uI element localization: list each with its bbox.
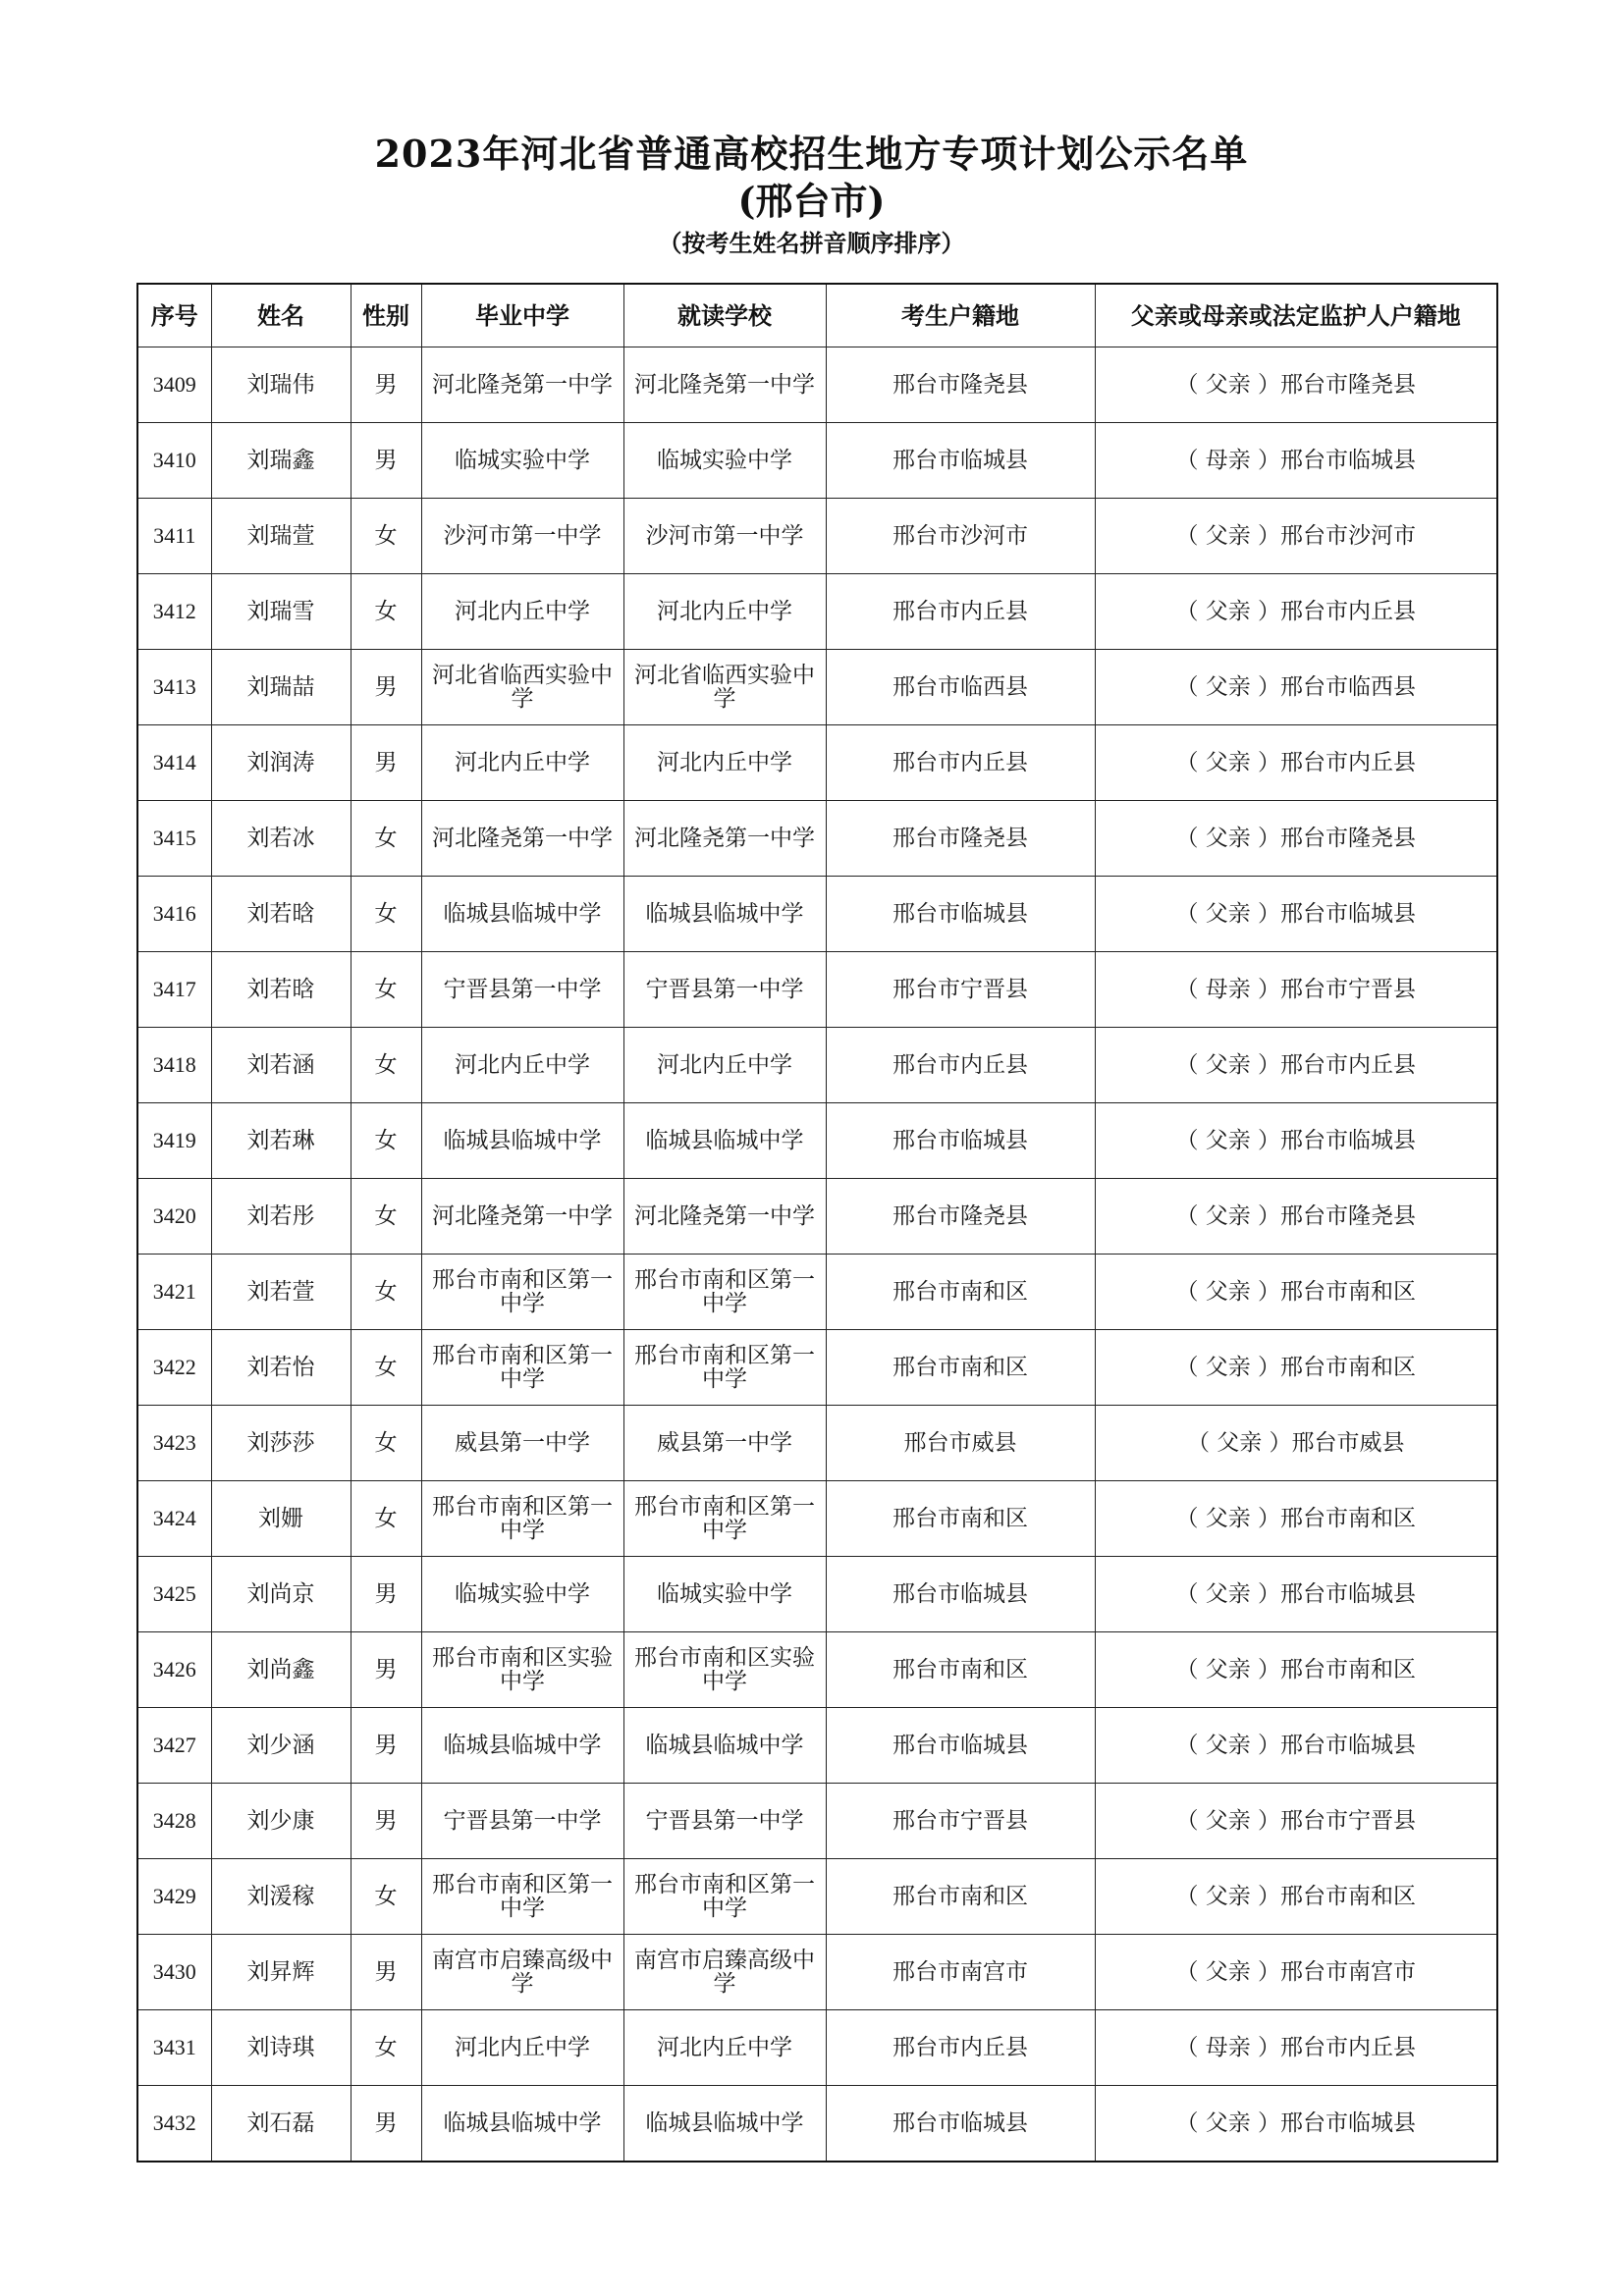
serial-cell: 3432 (137, 2086, 211, 2163)
current-school-cell: 邢台市南和区第一中学 (623, 1255, 826, 1330)
student-household-cell: 邢台市临城县 (826, 423, 1095, 499)
serial-cell: 3430 (137, 1935, 211, 2010)
gender-cell: 男 (351, 650, 421, 725)
name-cell: 刘若冰 (211, 801, 351, 877)
header-gender: 性别 (351, 284, 421, 347)
name-cell: 刘昇辉 (211, 1935, 351, 2010)
table-row (137, 801, 1497, 877)
guardian-household-cell: （ 父亲 ）邢台市威县 (1095, 1406, 1497, 1481)
serial-cell: 3409 (137, 347, 211, 423)
table-row (137, 952, 1497, 1028)
name-cell: 刘若晗 (211, 952, 351, 1028)
guardian-household-cell: （ 父亲 ）邢台市内丘县 (1095, 1028, 1497, 1103)
serial-cell: 3426 (137, 1632, 211, 1708)
current-school-cell: 河北内丘中学 (623, 1028, 826, 1103)
current-school-cell: 宁晋县第一中学 (623, 1784, 826, 1859)
gender-cell: 男 (351, 347, 421, 423)
guardian-household-cell: （ 母亲 ）邢台市临城县 (1095, 423, 1497, 499)
guardian-household-cell: （ 母亲 ）邢台市内丘县 (1095, 2010, 1497, 2086)
gender-cell: 男 (351, 1708, 421, 1784)
gender-cell: 女 (351, 2010, 421, 2086)
table-row (137, 1708, 1497, 1784)
graduation-school-cell: 宁晋县第一中学 (421, 952, 623, 1028)
gender-cell: 男 (351, 1935, 421, 2010)
guardian-household-cell: （ 父亲 ）邢台市宁晋县 (1095, 1784, 1497, 1859)
name-cell: 刘瑞喆 (211, 650, 351, 725)
student-household-cell: 邢台市临城县 (826, 1103, 1095, 1179)
table-row (137, 1557, 1497, 1632)
gender-cell: 女 (351, 1028, 421, 1103)
serial-cell: 3412 (137, 574, 211, 650)
gender-cell: 女 (351, 1255, 421, 1330)
table-row (137, 1784, 1497, 1859)
name-cell: 刘少涵 (211, 1708, 351, 1784)
name-cell: 刘瑞萱 (211, 499, 351, 574)
name-cell: 刘莎莎 (211, 1406, 351, 1481)
name-cell: 刘润涛 (211, 725, 351, 801)
graduation-school-cell: 威县第一中学 (421, 1406, 623, 1481)
gender-cell: 女 (351, 1859, 421, 1935)
table-row (137, 574, 1497, 650)
guardian-household-cell: （ 父亲 ）邢台市内丘县 (1095, 574, 1497, 650)
name-cell: 刘若晗 (211, 877, 351, 952)
serial-cell: 3423 (137, 1406, 211, 1481)
table-row (137, 347, 1497, 423)
current-school-cell: 邢台市南和区实验中学 (623, 1632, 826, 1708)
gender-cell: 女 (351, 1406, 421, 1481)
graduation-school-cell: 临城县临城中学 (421, 2086, 623, 2163)
guardian-household-cell: （ 父亲 ）邢台市临城县 (1095, 877, 1497, 952)
graduation-school-cell: 邢台市南和区第一中学 (421, 1859, 623, 1935)
student-household-cell: 邢台市临西县 (826, 650, 1095, 725)
table-body (137, 347, 1497, 2163)
current-school-cell: 邢台市南和区第一中学 (623, 1330, 826, 1406)
current-school-cell: 临城县临城中学 (623, 1103, 826, 1179)
serial-cell: 3417 (137, 952, 211, 1028)
student-household-cell: 邢台市沙河市 (826, 499, 1095, 574)
graduation-school-cell: 河北内丘中学 (421, 574, 623, 650)
name-cell: 刘若涵 (211, 1028, 351, 1103)
name-cell: 刘湲稼 (211, 1859, 351, 1935)
name-cell: 刘瑞伟 (211, 347, 351, 423)
serial-cell: 3419 (137, 1103, 211, 1179)
student-household-cell: 邢台市南和区 (826, 1859, 1095, 1935)
document-title: 2023年河北省普通高校招生地方专项计划公示名单 (374, 132, 1249, 176)
serial-cell: 3431 (137, 2010, 211, 2086)
table-row (137, 1330, 1497, 1406)
student-household-cell: 邢台市隆尧县 (826, 1179, 1095, 1255)
graduation-school-cell: 邢台市南和区第一中学 (421, 1255, 623, 1330)
guardian-household-cell: （ 父亲 ）邢台市南宫市 (1095, 1935, 1497, 2010)
graduation-school-cell: 临城实验中学 (421, 1557, 623, 1632)
table-row (137, 1935, 1497, 2010)
guardian-household-cell: （ 父亲 ）邢台市隆尧县 (1095, 801, 1497, 877)
table-row (137, 1632, 1497, 1708)
serial-cell: 3411 (137, 499, 211, 574)
guardian-household-cell: （ 父亲 ）邢台市南和区 (1095, 1859, 1497, 1935)
graduation-school-cell: 临城实验中学 (421, 423, 623, 499)
serial-cell: 3413 (137, 650, 211, 725)
graduation-school-cell: 临城县临城中学 (421, 1708, 623, 1784)
guardian-household-cell: （ 母亲 ）邢台市宁晋县 (1095, 952, 1497, 1028)
table-row (137, 650, 1497, 725)
student-household-cell: 邢台市临城县 (826, 1708, 1095, 1784)
graduation-school-cell: 临城县临城中学 (421, 1103, 623, 1179)
table-row (137, 1103, 1497, 1179)
table-row (137, 2086, 1497, 2163)
gender-cell: 男 (351, 725, 421, 801)
guardian-household-cell: （ 父亲 ）邢台市隆尧县 (1095, 347, 1497, 423)
name-cell: 刘若萱 (211, 1255, 351, 1330)
name-cell: 刘尚鑫 (211, 1632, 351, 1708)
table-row (137, 1406, 1497, 1481)
guardian-household-cell: （ 父亲 ）邢台市临城县 (1095, 2086, 1497, 2163)
table-row (137, 1481, 1497, 1557)
current-school-cell: 宁晋县第一中学 (623, 952, 826, 1028)
header-guardian-household: 父亲或母亲或法定监护人户籍地 (1095, 284, 1497, 347)
table-row (137, 423, 1497, 499)
current-school-cell: 河北内丘中学 (623, 2010, 826, 2086)
graduation-school-cell: 河北内丘中学 (421, 1028, 623, 1103)
serial-cell: 3429 (137, 1859, 211, 1935)
guardian-household-cell: （ 父亲 ）邢台市临城县 (1095, 1557, 1497, 1632)
table-header-row (137, 284, 1497, 347)
current-school-cell: 威县第一中学 (623, 1406, 826, 1481)
graduation-school-cell: 沙河市第一中学 (421, 499, 623, 574)
name-cell: 刘姗 (211, 1481, 351, 1557)
header-serial: 序号 (137, 284, 211, 347)
graduation-school-cell: 河北内丘中学 (421, 725, 623, 801)
current-school-cell: 临城县临城中学 (623, 1708, 826, 1784)
serial-cell: 3421 (137, 1255, 211, 1330)
graduation-school-cell: 临城县临城中学 (421, 877, 623, 952)
serial-cell: 3428 (137, 1784, 211, 1859)
graduation-school-cell: 邢台市南和区第一中学 (421, 1330, 623, 1406)
student-household-cell: 邢台市隆尧县 (826, 801, 1095, 877)
gender-cell: 女 (351, 1179, 421, 1255)
graduation-school-cell: 河北隆尧第一中学 (421, 1179, 623, 1255)
gender-cell: 男 (351, 1632, 421, 1708)
student-household-cell: 邢台市南和区 (826, 1481, 1095, 1557)
serial-cell: 3425 (137, 1557, 211, 1632)
name-cell: 刘若怡 (211, 1330, 351, 1406)
name-cell: 刘诗琪 (211, 2010, 351, 2086)
serial-cell: 3416 (137, 877, 211, 952)
student-household-cell: 邢台市南和区 (826, 1330, 1095, 1406)
student-household-cell: 邢台市内丘县 (826, 574, 1095, 650)
guardian-household-cell: （ 父亲 ）邢台市南和区 (1095, 1255, 1497, 1330)
table-row (137, 877, 1497, 952)
current-school-cell: 临城县临城中学 (623, 2086, 826, 2163)
current-school-cell: 邢台市南和区第一中学 (623, 1481, 826, 1557)
serial-cell: 3422 (137, 1330, 211, 1406)
table-row (137, 499, 1497, 574)
table-row (137, 725, 1497, 801)
current-school-cell: 河北内丘中学 (623, 574, 826, 650)
guardian-household-cell: （ 父亲 ）邢台市内丘县 (1095, 725, 1497, 801)
header-name: 姓名 (211, 284, 351, 347)
serial-cell: 3420 (137, 1179, 211, 1255)
gender-cell: 女 (351, 801, 421, 877)
current-school-cell: 沙河市第一中学 (623, 499, 826, 574)
serial-cell: 3424 (137, 1481, 211, 1557)
header-student-household: 考生户籍地 (826, 284, 1095, 347)
table-row (137, 1028, 1497, 1103)
student-household-cell: 邢台市临城县 (826, 1557, 1095, 1632)
student-household-cell: 邢台市威县 (826, 1406, 1095, 1481)
gender-cell: 男 (351, 1784, 421, 1859)
graduation-school-cell: 河北内丘中学 (421, 2010, 623, 2086)
guardian-household-cell: （ 父亲 ）邢台市临西县 (1095, 650, 1497, 725)
name-cell: 刘少康 (211, 1784, 351, 1859)
gender-cell: 女 (351, 574, 421, 650)
gender-cell: 女 (351, 1481, 421, 1557)
current-school-cell: 河北省临西实验中学 (623, 650, 826, 725)
gender-cell: 男 (351, 2086, 421, 2163)
name-cell: 刘尚京 (211, 1557, 351, 1632)
gender-cell: 女 (351, 877, 421, 952)
student-household-cell: 邢台市内丘县 (826, 725, 1095, 801)
student-household-cell: 邢台市南和区 (826, 1632, 1095, 1708)
student-household-cell: 邢台市南宫市 (826, 1935, 1095, 2010)
serial-cell: 3410 (137, 423, 211, 499)
student-household-cell: 邢台市内丘县 (826, 1028, 1095, 1103)
guardian-household-cell: （ 父亲 ）邢台市南和区 (1095, 1330, 1497, 1406)
gender-cell: 女 (351, 952, 421, 1028)
current-school-cell: 南宫市启臻高级中学 (623, 1935, 826, 2010)
roster-table (136, 283, 1498, 2163)
student-household-cell: 邢台市南和区 (826, 1255, 1095, 1330)
name-cell: 刘若琳 (211, 1103, 351, 1179)
guardian-household-cell: （ 父亲 ）邢台市临城县 (1095, 1708, 1497, 1784)
document-subtitle: (邢台市) (737, 179, 886, 223)
graduation-school-cell: 邢台市南和区第一中学 (421, 1481, 623, 1557)
guardian-household-cell: （ 父亲 ）邢台市沙河市 (1095, 499, 1497, 574)
table-row (137, 2010, 1497, 2086)
graduation-school-cell: 河北隆尧第一中学 (421, 801, 623, 877)
guardian-household-cell: （ 父亲 ）邢台市南和区 (1095, 1481, 1497, 1557)
sort-note: （按考生姓名拼音顺序排序） (658, 229, 965, 257)
student-household-cell: 邢台市宁晋县 (826, 952, 1095, 1028)
student-household-cell: 邢台市临城县 (826, 877, 1095, 952)
current-school-cell: 邢台市南和区第一中学 (623, 1859, 826, 1935)
current-school-cell: 河北隆尧第一中学 (623, 1179, 826, 1255)
gender-cell: 男 (351, 423, 421, 499)
gender-cell: 男 (351, 1557, 421, 1632)
name-cell: 刘瑞雪 (211, 574, 351, 650)
current-school-cell: 临城实验中学 (623, 1557, 826, 1632)
graduation-school-cell: 南宫市启臻高级中学 (421, 1935, 623, 2010)
student-household-cell: 邢台市隆尧县 (826, 347, 1095, 423)
serial-cell: 3418 (137, 1028, 211, 1103)
serial-cell: 3414 (137, 725, 211, 801)
graduation-school-cell: 宁晋县第一中学 (421, 1784, 623, 1859)
name-cell: 刘石磊 (211, 2086, 351, 2163)
guardian-household-cell: （ 父亲 ）邢台市南和区 (1095, 1632, 1497, 1708)
graduation-school-cell: 河北省临西实验中学 (421, 650, 623, 725)
gender-cell: 女 (351, 1330, 421, 1406)
current-school-cell: 临城县临城中学 (623, 877, 826, 952)
table-row (137, 1179, 1497, 1255)
header-graduation-school: 毕业中学 (421, 284, 623, 347)
current-school-cell: 河北隆尧第一中学 (623, 801, 826, 877)
graduation-school-cell: 河北隆尧第一中学 (421, 347, 623, 423)
graduation-school-cell: 邢台市南和区实验中学 (421, 1632, 623, 1708)
student-household-cell: 邢台市宁晋县 (826, 1784, 1095, 1859)
table-row (137, 1859, 1497, 1935)
gender-cell: 女 (351, 1103, 421, 1179)
gender-cell: 女 (351, 499, 421, 574)
current-school-cell: 临城实验中学 (623, 423, 826, 499)
serial-cell: 3415 (137, 801, 211, 877)
current-school-cell: 河北内丘中学 (623, 725, 826, 801)
student-household-cell: 邢台市内丘县 (826, 2010, 1095, 2086)
student-household-cell: 邢台市临城县 (826, 2086, 1095, 2163)
name-cell: 刘瑞鑫 (211, 423, 351, 499)
guardian-household-cell: （ 父亲 ）邢台市隆尧县 (1095, 1179, 1497, 1255)
current-school-cell: 河北隆尧第一中学 (623, 347, 826, 423)
table-row (137, 1255, 1497, 1330)
document-header (0, 130, 1623, 261)
serial-cell: 3427 (137, 1708, 211, 1784)
header-current-school: 就读学校 (623, 284, 826, 347)
name-cell: 刘若彤 (211, 1179, 351, 1255)
guardian-household-cell: （ 父亲 ）邢台市临城县 (1095, 1103, 1497, 1179)
